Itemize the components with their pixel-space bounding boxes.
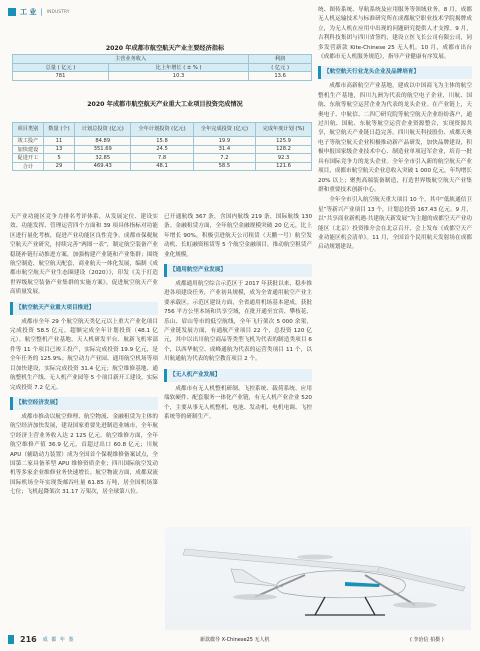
table-cell: 128.2 — [256, 145, 312, 154]
page-number: 216 — [20, 635, 37, 644]
table-cell: 32.85 — [75, 154, 131, 163]
table-row — [13, 72, 312, 81]
table1-title: 2020 年成都市航空航天产业主要经济指标 — [105, 45, 225, 52]
table-row — [13, 145, 312, 154]
table-cell: 125.9 — [256, 137, 312, 146]
table-cell: 15.8 — [131, 137, 193, 146]
paragraph: 统、图传系统、导航系统及应用服务等领域业务。8 月，成都无人机运输技术与标准研究所在成都航空职业技术学院揭牌成立，为无人机在应用中出现的问题研究提供人才支撑。9 月，吉利科技集团与四川省签约，建设立医飞长公司有限公司，同多发营新款 Kite-Chinese 25 无人机。10 月，成都市出台《成都市无人机服务规范》，指导产业健康有序发展。 — [318, 7, 472, 61]
table-cell: 351.69 — [75, 145, 131, 154]
paragraph: 全年全市引入航空航天重大项目 10 个，其中“低轨通信卫星”等新兴产业项目 13 个，计划总投资 167.43 亿元。9 月，以“共享商业新机遇·共建航天新发展”为主题的成都空天产业功能区（北京）投资推介会在北京召开，会上发布《成都空天产业功能区机会清单》。11 月，全国首个民用航天发射场在成都启动规划建设。 — [318, 197, 472, 251]
table-cell: 121.6 — [256, 162, 312, 171]
table1-header-profit-unit: ( 亿元 ) — [249, 63, 312, 72]
table-cell: 92.3 — [256, 154, 312, 163]
table-cell: 31.4 — [193, 145, 255, 154]
table-cell: 促进开工 — [13, 154, 44, 163]
header-separator: | — [40, 8, 43, 16]
table-cell: 29 — [43, 162, 74, 171]
text-column-3 — [318, 6, 472, 566]
paragraph: 天产业功能区竞争力排名考评体系，从发展定位、建设实效、功能发挥、管理运营四个方面和 39 项具体指标对功能区进行量化考核，促进产业功能区良性竞争。成都市保税航空航天产业研究，持续完善“两图一表”，制定航空装备产业稳链补链行动推进方案，加强构建产业链和产业集群；围绕航空制造、航空航天配套，商业航天一体化发展，编制《成都市航空航天产业生态圈建设（2020）》，印发《关于打造世界级航空装备产业集群的实施方案》，促进航空航天产业高质量发展。 — [10, 214, 158, 296]
table-cell: 10.3 — [108, 72, 248, 81]
paragraph: 成都市高新航空产业基地，建成以中国商飞为主体的航空整机生产基地，四川九洲为代表的航空电子企业，川航、国航、东航等航空运营企业为代表的龙头企业。在产业链上，天奥电子、中航信、二四〇研究院等航空航天企业纷纷落户，通过川航、国航、东航等航空运营企业资源整合，实现资源共享，航空航天产业链日趋完善。四川航天科技股份、成都天奥电子等航空航天企业积极推动新产品研发，加快品牌建设，积极申报国家级企业技术中心、制造业单项冠军企业，培育一批具有国际竞争力的龙头企业。全年全市引入新的航空航天产业项目，成都市航空航天企业总收入突破 1 000 亿元，年均增长 20% 以上；聚焦高端装备制造，打造世界级航空航天产业集群和重要技术创新中心。 — [318, 83, 472, 193]
drone-icon — [183, 549, 465, 615]
table1-header-profit: 利润 — [249, 55, 312, 64]
investment-projects-table — [12, 122, 312, 171]
table-cell: 竣工投产 — [13, 137, 44, 146]
table-cell: 84.89 — [75, 137, 131, 146]
table1-header-growth: 比上年增长 ( ± % ) — [108, 63, 248, 72]
drone-photo — [165, 527, 471, 630]
table-cell: 19.9 — [193, 137, 255, 146]
drone-illustration — [165, 527, 471, 630]
table-cell: 781 — [13, 72, 109, 81]
header-color-block — [8, 8, 16, 16]
section-heading: 【航空航天产业重大项目推进】 — [10, 302, 158, 315]
photo-caption: 新款微导 X-Chinese25 无人机 — [200, 637, 270, 643]
table2-header: 全年计划投资 (亿元) — [131, 123, 193, 137]
paragraph: 成都市推动以航空修理、航空物流、金融租赁为主体的航空经济加快发展，建设国家重要先进制造业城市，全年航空经济主营业务收入达 2 125 亿元。航空维修方面，全年航空维修产值 36.9 亿元，首超过出口 60.8 亿元；川航 APU（辅助动力装置）成为全国首个保税维修备案试点，全国第二家具备苯型 APU 维修资质企业；四川国际航空发动机等多家企业维修业务快速增长。航空物流方面，成都双流国际机场全年实现货邮吞吐量 61.85 万吨，居全国机场第七位；飞机起降架次 31.17 万架次，居全球第八位。 — [10, 413, 158, 496]
header-subtitle: INDUSTRY — [46, 9, 70, 15]
table-row — [13, 154, 312, 163]
table-cell: 469.43 — [75, 162, 131, 171]
table-cell: 合计 — [13, 162, 44, 171]
table-row — [13, 162, 312, 171]
paragraph: 已开通航线 367 条，含国内航线 219 条，国际航线 130 条。金融租赁方面，全年航空金融规模突破 20 亿元，比上年增长 90%，积极引进航天公司租赁（天鹏一号）航空发动机、长虹融资租赁等 5 个航空金融项目，推动航空租赁产业化规模。 — [164, 214, 312, 258]
table2-header: 数量 (个) — [43, 123, 74, 137]
table-cell: 5 — [43, 154, 74, 163]
section-heading: 【通用航空产业发展】 — [164, 264, 312, 277]
page-header — [8, 6, 238, 18]
photo-credit: ( 李治信 拍摄 ) — [410, 637, 444, 643]
table-cell: 13.6 — [249, 72, 312, 81]
table2-header: 项目类别 — [13, 123, 44, 137]
text-column-1 — [10, 213, 158, 623]
paragraph: 成都通用航空综合示范区于 2017 年获批以来，稳步推进各项建设任务，产业初具规模，成为全省通用航空产业主要承载区。示范区建设方面，全省通用机场基本建成，获批 756 平方公里本场和共享空域，在批开通至宜宾、攀枝花、乐山、眉山等市的低空航线，全年飞行架次 5 000 余架，产业链发展方面，有通航产业项目 22 个，总投资 120 亿元，其中以出川航空商品等类型飞机为代表的制造类项目 6 个，以西华航空、成峰通航为代表的运营类项目 11 个，以川航通航为代表的航空教育项目 2 个。 — [164, 281, 312, 363]
economic-indicators-table — [12, 54, 312, 81]
section-heading: 【航空经济发展】 — [10, 397, 158, 410]
footer-color-block — [8, 635, 14, 644]
header-category: 工 业 — [20, 8, 37, 16]
table1-header-main: 主营业务收入 — [13, 55, 249, 64]
table-cell: 加快建设 — [13, 145, 44, 154]
table-cell: 7.2 — [193, 154, 255, 163]
section-heading: 【航空航天行业龙头企业及品牌培育】 — [318, 66, 472, 79]
table2-header: 完成年度计划 (%) — [256, 123, 312, 137]
paragraph: 成都市全年 29 个航空航天类亿元以上重大产业化项目完成投资 58.5 亿元，超额完成全年计划投资（48.1 亿元）。航空整机产业基地，天人机研发平台、航新飞机零部件等 11 个项目已竣工投产，实际完成投资 19.9 亿元，是全年任务的 125.9%；航空动力产业园、通用航空机场等项目加快建设，实际完成投资 31.4 亿元；航空维修基地、通航整机生产线、无人机产业园等 5 个项目新开工建设，实际完成投资 7.2 亿元。 — [10, 318, 158, 391]
table-cell: 48.1 — [131, 162, 193, 171]
table-cell: 7.8 — [131, 154, 193, 163]
table2-header: 计划总投资 (亿元) — [75, 123, 131, 137]
text-column-2 — [164, 213, 312, 513]
section-heading: 【无人机产业发展】 — [164, 369, 312, 382]
table2-header: 全年完成投资 (亿元) — [193, 123, 255, 137]
table-cell: 13 — [43, 145, 74, 154]
table2-title: 2020 年成都市航空航天产业重大工业项目投资完成情况 — [87, 101, 243, 108]
paragraph: 成都市有无人机整机研制、飞控系统、载荷系统、应用端软硬件、配套服务一体化产业链，有无人机产业企业 520 个，主要从事无人机整机、电池、发动机、电机电调、飞控系统等的研制生产。 — [164, 385, 312, 420]
page-footer — [8, 635, 74, 644]
magazine-name: 成 都 年 鉴 — [42, 637, 75, 643]
table-cell: 24.5 — [131, 145, 193, 154]
table1-header-total: 总量 ( 亿元 ) — [13, 63, 109, 72]
table-cell: 11 — [43, 137, 74, 146]
table-cell: 58.5 — [193, 162, 255, 171]
table-row — [13, 137, 312, 146]
